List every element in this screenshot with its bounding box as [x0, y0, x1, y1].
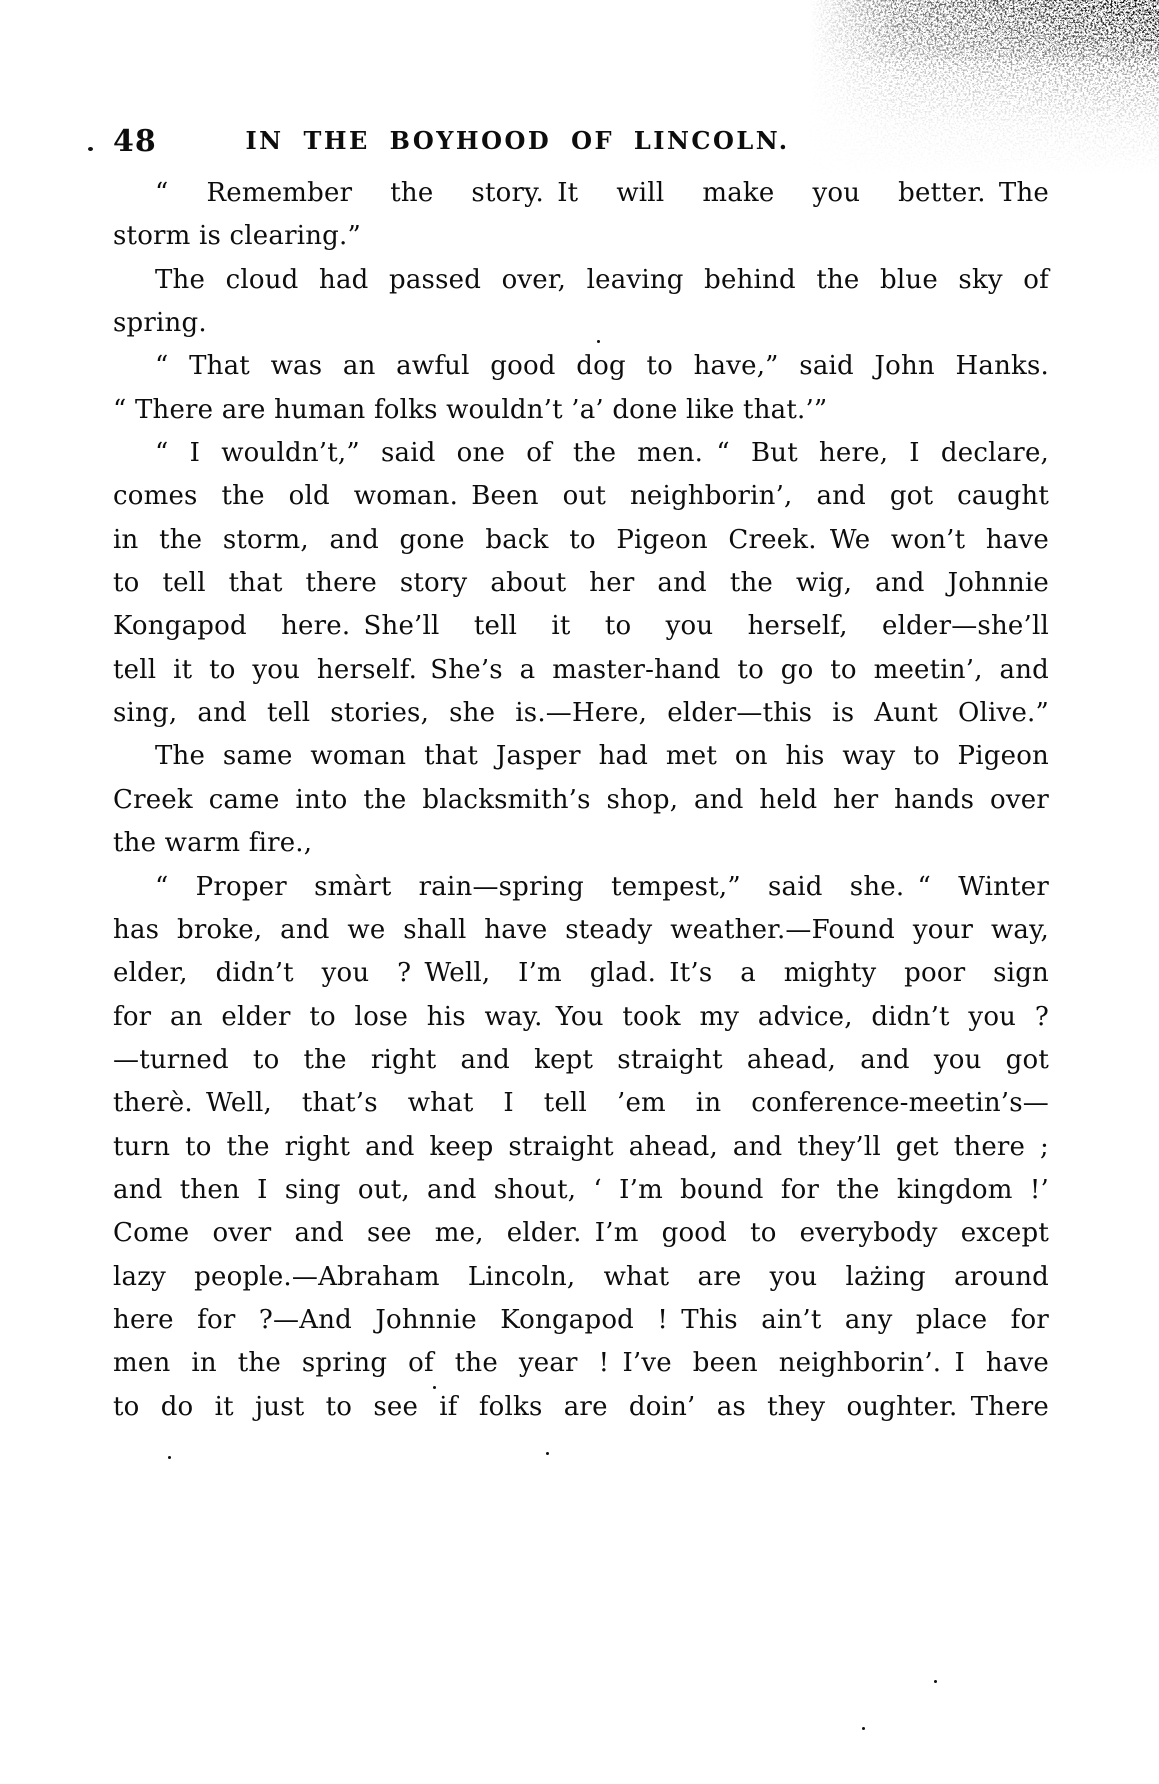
text-line: the warm fire.,: [113, 828, 313, 859]
text-line: has broke, and we shall have steady weather.—Found your way,: [113, 914, 1049, 945]
text-line: Come over and see me, elder. I’m good to everybody except: [113, 1218, 1049, 1249]
text-line: to do it just to see if folks are doin’ as they oughter. There: [113, 1391, 1049, 1422]
text-line: —turned to the right and kept straight ahead, and you got: [113, 1044, 1049, 1075]
text-line: comes the old woman. Been out neighborin’, and got caught: [113, 481, 1049, 512]
text-line: tell it to you herself. She’s a master-hand to go to meetin’, and: [113, 654, 1049, 685]
scan-speck: [934, 1680, 937, 1683]
body-text: [113, 172, 1049, 1429]
text-line: in the storm, and gone back to Pigeon Creek. We won’t have: [113, 524, 1049, 555]
text-line: men in the spring of the year ! I’ve been neighborin’. I have: [113, 1348, 1049, 1379]
text-line: Kongapod here. She’ll tell it to you herself, elder—she’ll: [113, 611, 1049, 642]
text-line: “ There are human folks wouldn’t ’a’ done like that.’”: [113, 394, 828, 425]
text-line: Creek came into the blacksmith’s shop, and held her hands over: [113, 784, 1049, 815]
text-line: “ That was an awful good dog to have,” said John Hanks.: [155, 351, 1049, 382]
text-line: “ Proper smàrt rain—spring tempest,” said she. “ Winter: [155, 871, 1049, 902]
text-line: therè. Well, that’s what I tell ’em in conference-meetin’s—: [113, 1088, 1049, 1119]
text-line: spring.: [113, 308, 207, 339]
text-line: and then I sing out, and shout, ‘ I’m bound for the kingdom !’: [113, 1174, 1049, 1205]
running-title: IN THE BOYHOOD OF LINCOLN.: [245, 126, 790, 155]
text-line: for an elder to lose his way. You took my advice, didn’t you ?: [113, 1001, 1049, 1032]
text-line: The same woman that Jasper had met on his way to Pigeon: [155, 741, 1049, 772]
scan-speck: [862, 1727, 865, 1730]
page-number: 48: [113, 124, 157, 159]
scan-speck: [546, 1452, 549, 1455]
scan-speck: [168, 1456, 171, 1459]
text-line: “ I wouldn’t,” said one of the men. “ But here, I declare,: [155, 438, 1049, 469]
text-line: elder, didn’t you ? Well, I’m glad. It’s a mighty poor sign: [113, 958, 1049, 989]
text-line: The cloud had passed over, leaving behind the blue sky of: [155, 264, 1049, 295]
text-line: here for ?—And Johnnie Kongapod ! This ain’t any place for: [113, 1304, 1049, 1335]
text-line: “ Remember the story. It will make you better. The: [155, 178, 1049, 208]
page-header: [113, 122, 1048, 164]
text-line: storm is clearing.”: [113, 221, 361, 252]
text-line: to tell that there story about her and the wig, and Johnnie: [113, 568, 1049, 599]
text-line: sing, and tell stories, she is.—Here, elder—this is Aunt Olive.”: [113, 698, 1049, 729]
text-line: turn to the right and keep straight ahead, and they’ll get there ;: [113, 1131, 1049, 1162]
text-line: lazy people.—Abraham Lincoln, what are you lażing around: [113, 1261, 1049, 1292]
